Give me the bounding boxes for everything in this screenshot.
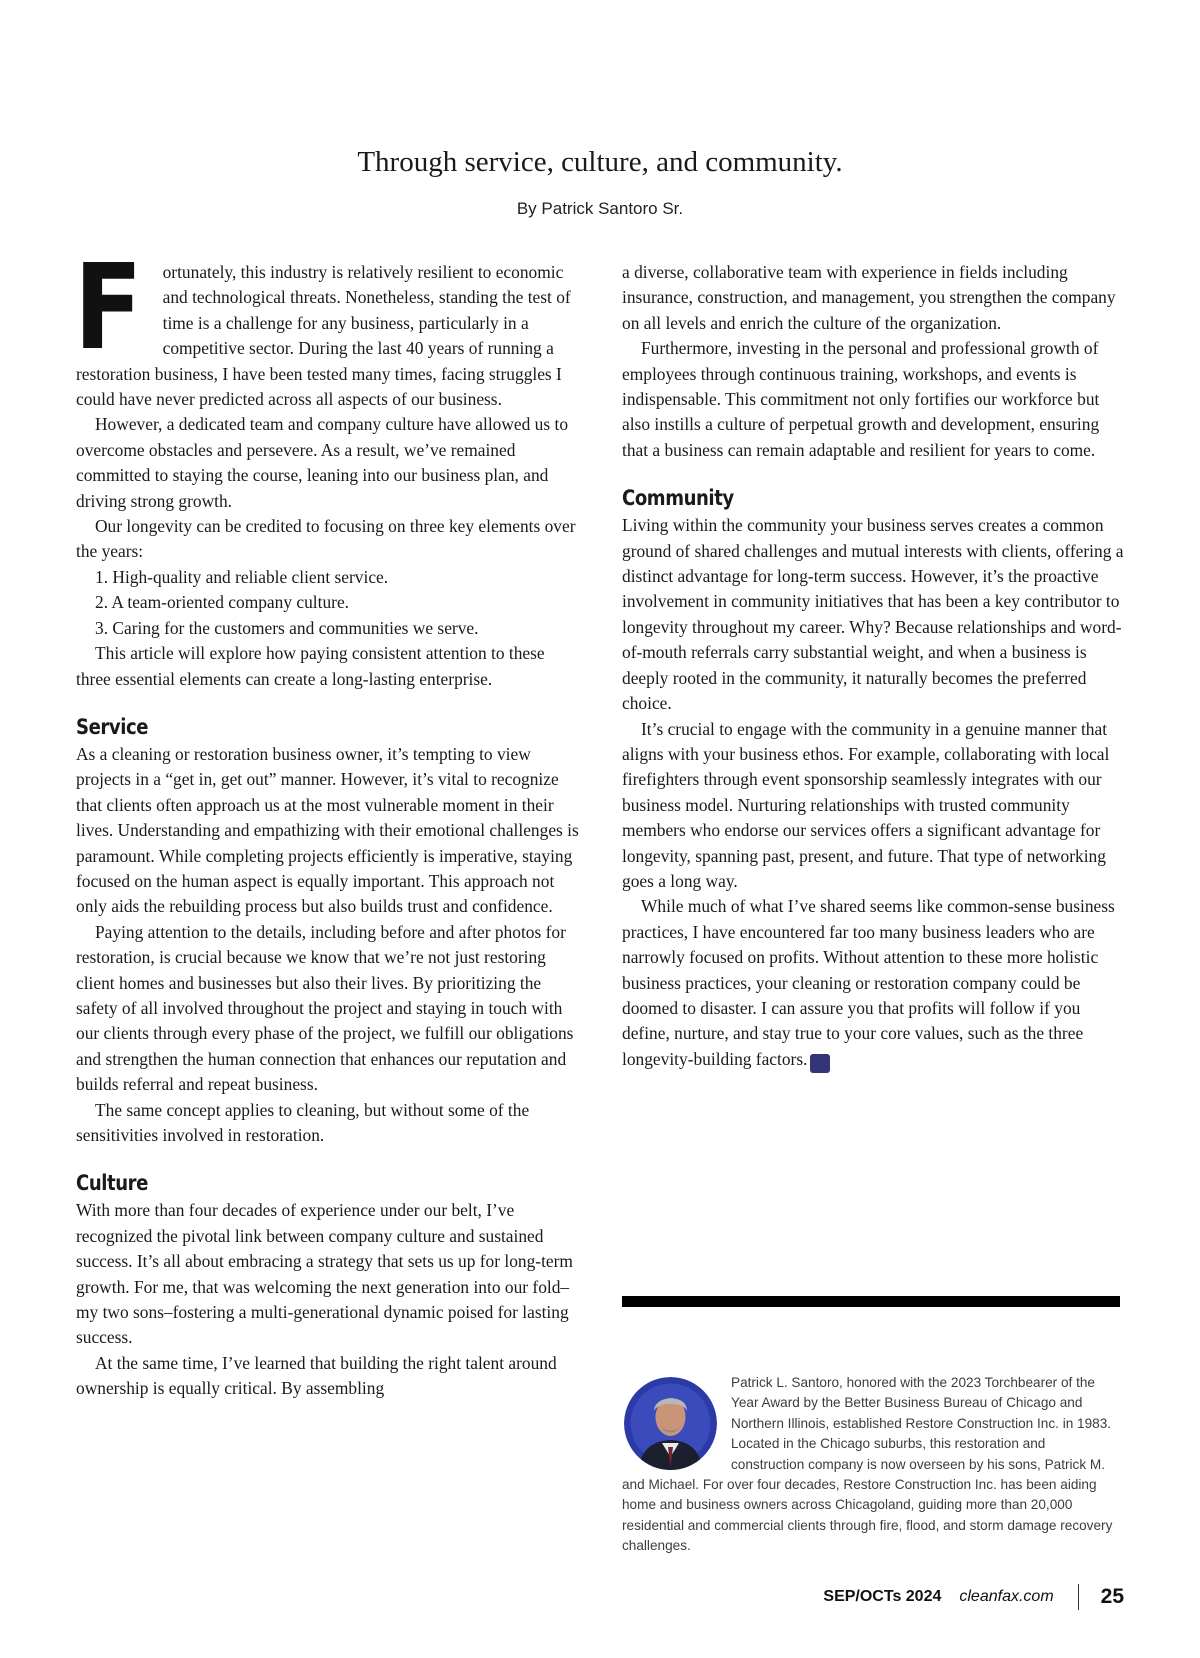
paragraph: However, a dedicated team and company culture have allowed us to overcome obstacles and persevere. As a result, we’ve remained committed to staying the course, leaning into our business plan, and driving strong growth. <box>76 414 569 511</box>
author-avatar <box>624 1377 717 1470</box>
byline: By Patrick Santoro Sr. <box>516 199 684 218</box>
divider-rule <box>622 1296 1120 1307</box>
footer-site: cleanfax.com <box>959 1588 1054 1605</box>
paragraph: Furthermore, investing in the personal and professional growth of employees through continuous training, workshops, and events is indispensable. This commitment not only fortifies our workforce but also instills a culture of perpetual growth and development, ensuring that a business can remain adaptable and resilient for years to come. <box>622 338 1100 460</box>
intro-text: ortunately, this industry is relatively resilient to economic and technological threats. Nonetheless, standing the test of time is a challenge for any business, particularly in a competitive sector. During the last 40 years of running a restoration business, I have been tested many times, facing struggles I could have never predicted across all aspects of our business. <box>76 262 571 410</box>
article-title: Through service, culture, and community. <box>357 146 843 178</box>
paragraph: This article will explore how paying consistent attention to these three essential elements can create a long-lasting enterprise. <box>76 643 545 689</box>
paragraph: Paying attention to the details, including before and after photos for restoration, is crucial because we know that we’re not just restoring client homes and businesses but also their lives. By prioritizing the safety of all involved throughout the project and staying in touch with our clients through every phase of the project, we fulfill our obligations and strengthen the human connection that enhances our reputation and builds referral and repeat business. <box>76 921 574 1095</box>
right-column <box>622 260 1127 1073</box>
bio-text: Patrick L. Santoro, honored with the 2023 Torchbearer of the Year Award by the Better Business Bureau of Chicago and Northern Illinois, established Restore Construction Inc. in 1983. Located in the Chicago suburbs, this restoration and construction company is now overseen by his sons, Patrick M. and Michael. For over four decades, Restore Construction Inc. has been aiding home and business owners across Chicagoland, guiding more than 20,000 residential and commercial clients through fire, flood, and storm damage recovery challenges. <box>622 1375 1113 1554</box>
section-heading-service: Service <box>76 714 149 739</box>
footer-issue: SEP/OCTs 2024 <box>823 1588 942 1605</box>
paragraph: With more than four decades of experience under our belt, I’ve recognized the pivotal link between company culture and sustained success. It’s all about embracing a strategy that sets us up for long-term growth. For me, that was welcoming the next generation into our fold–my two sons–fostering a multi-generational dynamic poised for lasting success. <box>76 1200 573 1348</box>
page-footer <box>823 1584 1124 1610</box>
author-portrait-icon <box>624 1377 717 1470</box>
footer-divider <box>1078 1584 1079 1610</box>
author-bio <box>622 1373 1122 1557</box>
drop-cap: F <box>74 238 143 376</box>
list-item: 1. High-quality and reliable client service. <box>95 566 389 587</box>
paragraph: At the same time, I’ve learned that building the right talent around ownership is equally critical. By assembling <box>76 1352 557 1399</box>
section-heading-community: Community <box>622 486 734 511</box>
paragraph: Our longevity can be credited to focusing on three key elements over the years: <box>76 516 576 562</box>
left-column <box>74 238 581 1402</box>
paragraph: The same concept applies to cleaning, but without some of the sensitivities involved in restoration. <box>76 1099 530 1145</box>
paragraph: It’s crucial to engage with the community in a genuine manner that aligns with your business ethos. For example, collaborating with local firefighters through event sponsorship seamlessly integrates with our business model. Nurturing relationships with trusted community members who endorse our services offers a significant advantage for longevity, spanning past, present, and future. That type of networking goes a long way. <box>622 718 1110 891</box>
cleanfax-end-mark-icon: CF <box>810 1054 830 1073</box>
closing-paragraph <box>622 894 1127 1072</box>
key-elements-list <box>76 565 581 641</box>
intro-paragraph <box>74 238 581 412</box>
list-item: 3. Caring for the customers and communities we serve. <box>95 617 479 638</box>
section-heading-culture: Culture <box>76 1171 148 1196</box>
paragraph: As a cleaning or restoration business owner, it’s tempting to view projects in a “get in, get out” manner. However, it’s vital to recognize that clients often approach us at the most vulnerable moment in their lives. Understanding and empathizing with their emotional challenges is paramount. While completing projects efficiently is imperative, staying focused on the human aspect is equally important. This approach not only aids the rebuilding process but also builds trust and confidence. <box>76 743 579 917</box>
closing-text: While much of what I’ve shared seems like common-sense business practices, I have encountered far too many business leaders who are narrowly focused on profits. Without attention to these more holistic business practices, your cleaning or restoration company could be doomed to disaster. I can assure you that profits will follow if you define, nurture, and stay true to your core values, such as the three longevity-building factors. <box>622 896 1115 1069</box>
paragraph: Living within the community your business serves creates a common ground of shared challenges and mutual interests with clients, offering a distinct advantage for long-term success. However, it’s the proactive involvement in community initiatives that has been a key contributor to longevity throughout my career. Why? Because relationships and word-of-mouth referrals carry substantial weight, and when a business is deeply rooted in the community, it naturally becomes the preferred choice. <box>622 515 1124 714</box>
list-item: 2. A team-oriented company culture. <box>95 592 350 613</box>
page-number: 25 <box>1100 1585 1124 1608</box>
paragraph: a diverse, collaborative team with experience in fields including insurance, construction, and management, you strengthen the company on all levels and enrich the culture of the organization. <box>622 262 1116 333</box>
